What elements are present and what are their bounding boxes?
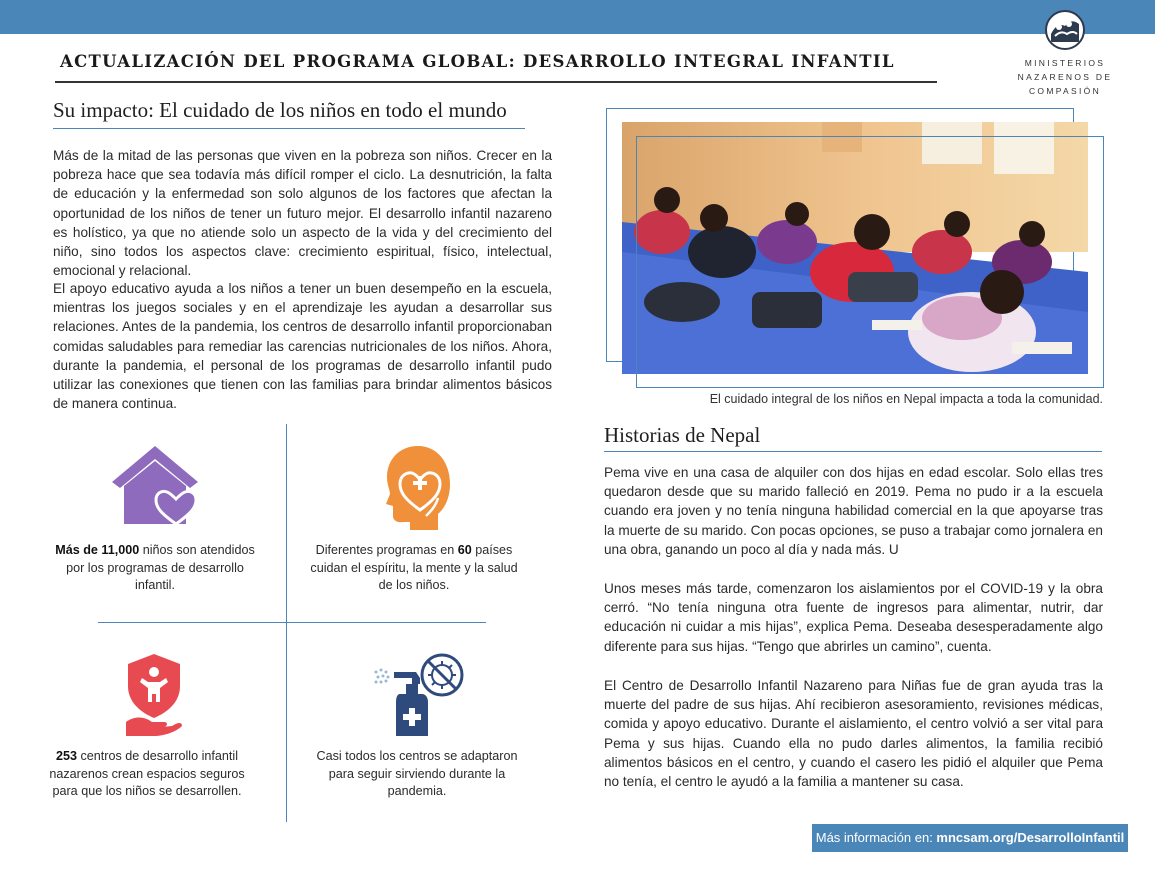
more-info-banner[interactable]: [812, 824, 1128, 852]
stat-countries-prefix: Diferentes programas en: [315, 543, 458, 557]
stat-pandemic-adaptation-text: Casi todos los centros se adaptaron para seguir sirviendo durante la pandemia.: [316, 749, 518, 798]
page-title: ACTUALIZACIÓN DEL PROGRAMA GLOBAL: DESARROLLO INTEGRAL INFANTIL: [60, 52, 895, 71]
logo-emblem-icon: [1045, 10, 1085, 50]
stat-centers-number: 253: [55, 749, 77, 763]
nepal-paragraph-3: El Centro de Desarrollo Infantil Nazareno para Niñas fue de gran ayuda tras la muerte del padre de sus hijas. Ahí recibieron asesoramiento, revisiones médicas, comida y apoyo educativo. Durante el aislamiento, el centro volvió a ser vital para Pema y sus hijas. Cuando ella no pudo darles alimentos, la familia recibió alimentos básicos en el centro, y cuando el casero les pidió el alquiler que Pema no tenía, el centro le ayudó a la familia a mantener su casa.: [604, 678, 1103, 790]
stats-grid-horizontal-divider: [98, 622, 486, 623]
nepal-heading-rule: [604, 451, 1102, 452]
house-heart-icon: [110, 444, 200, 533]
impact-heading-rule: [53, 128, 525, 129]
more-info-label: Más información en:: [815, 830, 937, 845]
stats-grid-vertical-divider: [286, 424, 287, 822]
stat-countries-number: 60: [457, 543, 472, 557]
stat-countries-text: países cuidan el espíritu, la mente y la salud de los niños.: [310, 543, 518, 592]
logo-line-2: NAZARENOS DE: [1017, 72, 1113, 82]
impact-paragraph-1: Más de la mitad de las personas que viven en la pobreza son niños. Crecer en la pobreza hace que sea todavía más difícil romper el ciclo. La desnutrición, la falta de educación y la enfermedad son solo algunos de los factores que afectan la oportunidad de los niños de tener un futuro mejor. El desarrollo infantil nazareno es holístico, ya que no atiende solo un aspecto de la vida y del crecimiento del niño, sino todos los aspectos clave: crecimiento espiritual, físico, intelectual, emocional y relacional.: [53, 148, 552, 279]
head-heart-icon: [384, 444, 452, 535]
nepal-paragraph-1: Pema vive en una casa de alquiler con dos hijas en edad escolar. Solo ellas tres quedaron desde que su marido falleció en 2019. Pema no pudo ir a la escuela cuando era joven y no tenía ninguna habilidad comercial en la que apoyarse tras la muerte de su marido. Con pocas opciones, se puso a trabajar como jornalera en una obra, ganando un poco al día y nada más. U: [604, 465, 1103, 557]
stat-children-served-text: niños son atendidos por los programas de desarrollo infantil.: [66, 543, 255, 592]
logo-line-1: MINISTERIOS: [1024, 58, 1106, 68]
photo-caption: El cuidado integral de los niños en Nepal impacta a toda la comunidad.: [709, 392, 1103, 406]
more-info-link[interactable]: mncsam.org/DesarrolloInfantil: [936, 830, 1125, 845]
stat-children-served-number: Más de 11,000: [55, 543, 140, 557]
nepal-heading: Historias de Nepal: [604, 423, 761, 447]
impact-heading: Su impacto: El cuidado de los niños en todo el mundo: [53, 98, 507, 122]
logo-line-3: COMPASIÓN: [1028, 86, 1102, 96]
stat-countries: [309, 542, 519, 595]
title-divider: [55, 81, 937, 83]
photo-frame-front: [636, 136, 1104, 388]
shield-hand-child-icon: [124, 652, 184, 741]
nepal-paragraph-2: Unos meses más tarde, comenzaron los aislamientos por el COVID-19 y la obra cerró. “No tenía ninguna otra fuente de ingresos para alimentar, nutrir, dar educación ni cuidar a mis hijas”, explica Pema. Deseaba desesperadamente algo diferente para sus hijas. “Tengo que abrirles un camino”, cuenta.: [604, 581, 1103, 654]
top-banner: [0, 0, 1155, 34]
stat-centers: [42, 748, 252, 801]
stat-children-served: [50, 542, 260, 595]
impact-paragraph-2: El apoyo educativo ayuda a los niños a tener un buen desempeño en la escuela, mientras los juegos sociales y en el aprendizaje les ayudan a desarrollar sus relaciones. Antes de la pandemia, los centros de desarrollo infantil proporcionaban comidas saludables para remediar las carencias nutricionales de los niños. Ahora, durante la pandemia, el personal de los programas de desarrollo infantil pudo utilizar las conexiones que tienen con las familias para brindar alimentos básicos de manera continua.: [53, 281, 552, 412]
stat-centers-text: centros de desarrollo infantil nazarenos crean espacios seguros para que los niños se desarrollen.: [49, 749, 245, 798]
stat-pandemic-adaptation: [312, 748, 522, 801]
sanitizer-virus-icon: [372, 652, 466, 743]
logo: [1000, 10, 1130, 98]
